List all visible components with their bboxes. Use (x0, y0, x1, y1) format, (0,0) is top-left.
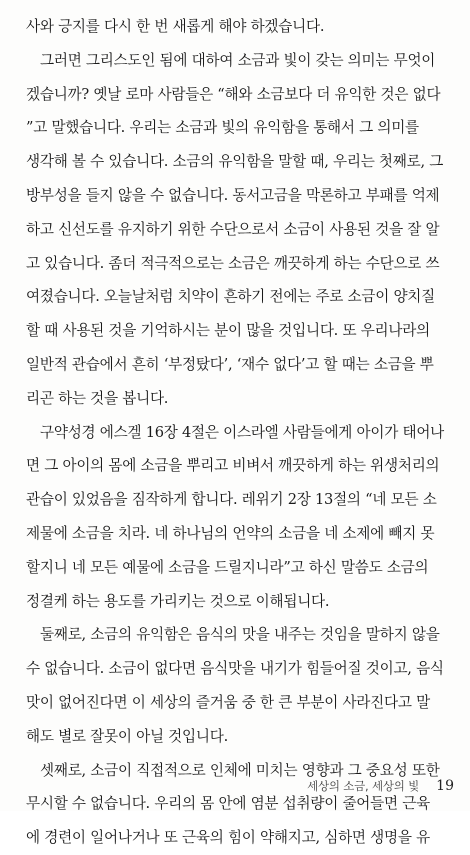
text-line: 정결케 하는 용도를 가리키는 것으로 이해됩니다. (26, 592, 330, 610)
running-head: 세상의 소금, 세상의 빛 (307, 779, 420, 793)
text-line: 제물에 소금을 치라. 네 하나님의 언약의 소금을 네 소제에 빼지 못 (26, 524, 435, 542)
text-line: 일반적 관습에서 흔히 ‘부정탔다’, ‘재수 없다’고 할 때는 소금을 뿌 (26, 355, 434, 373)
text-line: 수 없습니다. 소금이 없다면 음식맛을 내기가 힘들어질 것이고, 음식 (26, 660, 444, 678)
text-line: 리곤 하는 것을 봅니다. (26, 389, 169, 407)
text-line: 맛이 없어진다면 이 세상의 즐거움 중 한 큰 부분이 사라진다고 말 (26, 693, 430, 711)
text-line: 해도 별로 잘못이 아닐 것입니다. (26, 727, 228, 745)
text-line: 할 때 사용된 것을 기억하시는 분이 많을 것입니다. 또 우리나라의 (26, 322, 430, 340)
text-line: 관습이 있었음을 짐작하게 합니다. 레위기 2장 13절의 “네 모든 소 (26, 491, 437, 509)
text-line: 고 있습니다. 좀더 적극적으로는 소금은 깨끗하게 하는 수단으로 쓰 (26, 254, 440, 272)
text-line: 둘째로, 소금의 유익함은 음식의 맛을 내주는 것임을 말하지 않을 (40, 626, 440, 644)
text-line: 에 경련이 일어나거나 또 근육의 힘이 약해지고, 심하면 생명을 유 (26, 829, 430, 847)
text-line: 겠습니까? 옛날 로마 사람들은 “해와 소금보다 더 유익한 것은 없다 (26, 85, 441, 103)
text-line: 하고 신선도를 유지하기 위한 수단으로서 소금이 사용된 것을 잘 알 (26, 220, 440, 238)
text-line: ”고 말했습니다. 우리는 소금과 빛의 유익함을 통해서 그 의미를 (26, 119, 419, 137)
text-line: 여졌습니다. 오늘날처럼 치약이 흔하기 전에는 주로 소금이 양치질 (26, 288, 435, 306)
page-number: 19 (436, 778, 454, 794)
text-line: 무시할 수 없습니다. 우리의 몸 안에 염분 섭취량이 줄어들면 근육 (26, 795, 430, 813)
text-line: 할지니 네 모든 예물에 소금을 드릴지니라”고 하신 말씀도 소금의 (26, 558, 429, 576)
text-line: 구약성경 에스겔 16장 4절은 이스라엘 사람들에게 아이가 태어나 (40, 423, 445, 441)
text-line: 방부성을 들지 않을 수 없습니다. 동서고금을 막론하고 부패를 억제 (26, 186, 440, 204)
body-text (26, 10, 450, 855)
text-line: 사와 긍지를 다시 한 번 새롭게 해야 하겠습니다. (26, 18, 325, 35)
text-line: 셋째로, 소금이 직접적으로 인체에 미치는 영향과 그 중요성 또한 (40, 761, 440, 779)
text-line: 그러면 그리스도인 됨에 대하여 소금과 빛이 갖는 의미는 무엇이 (40, 51, 436, 69)
text-line: 면 그 아이의 몸에 소금을 뿌리고 비벼서 깨끗하게 하는 위생처리의 (26, 457, 440, 475)
page-footer (307, 770, 454, 800)
text-line: 생각해 볼 수 있습니다. 소금의 유익함을 말할 때, 우리는 첫째로, 그 (26, 153, 444, 171)
